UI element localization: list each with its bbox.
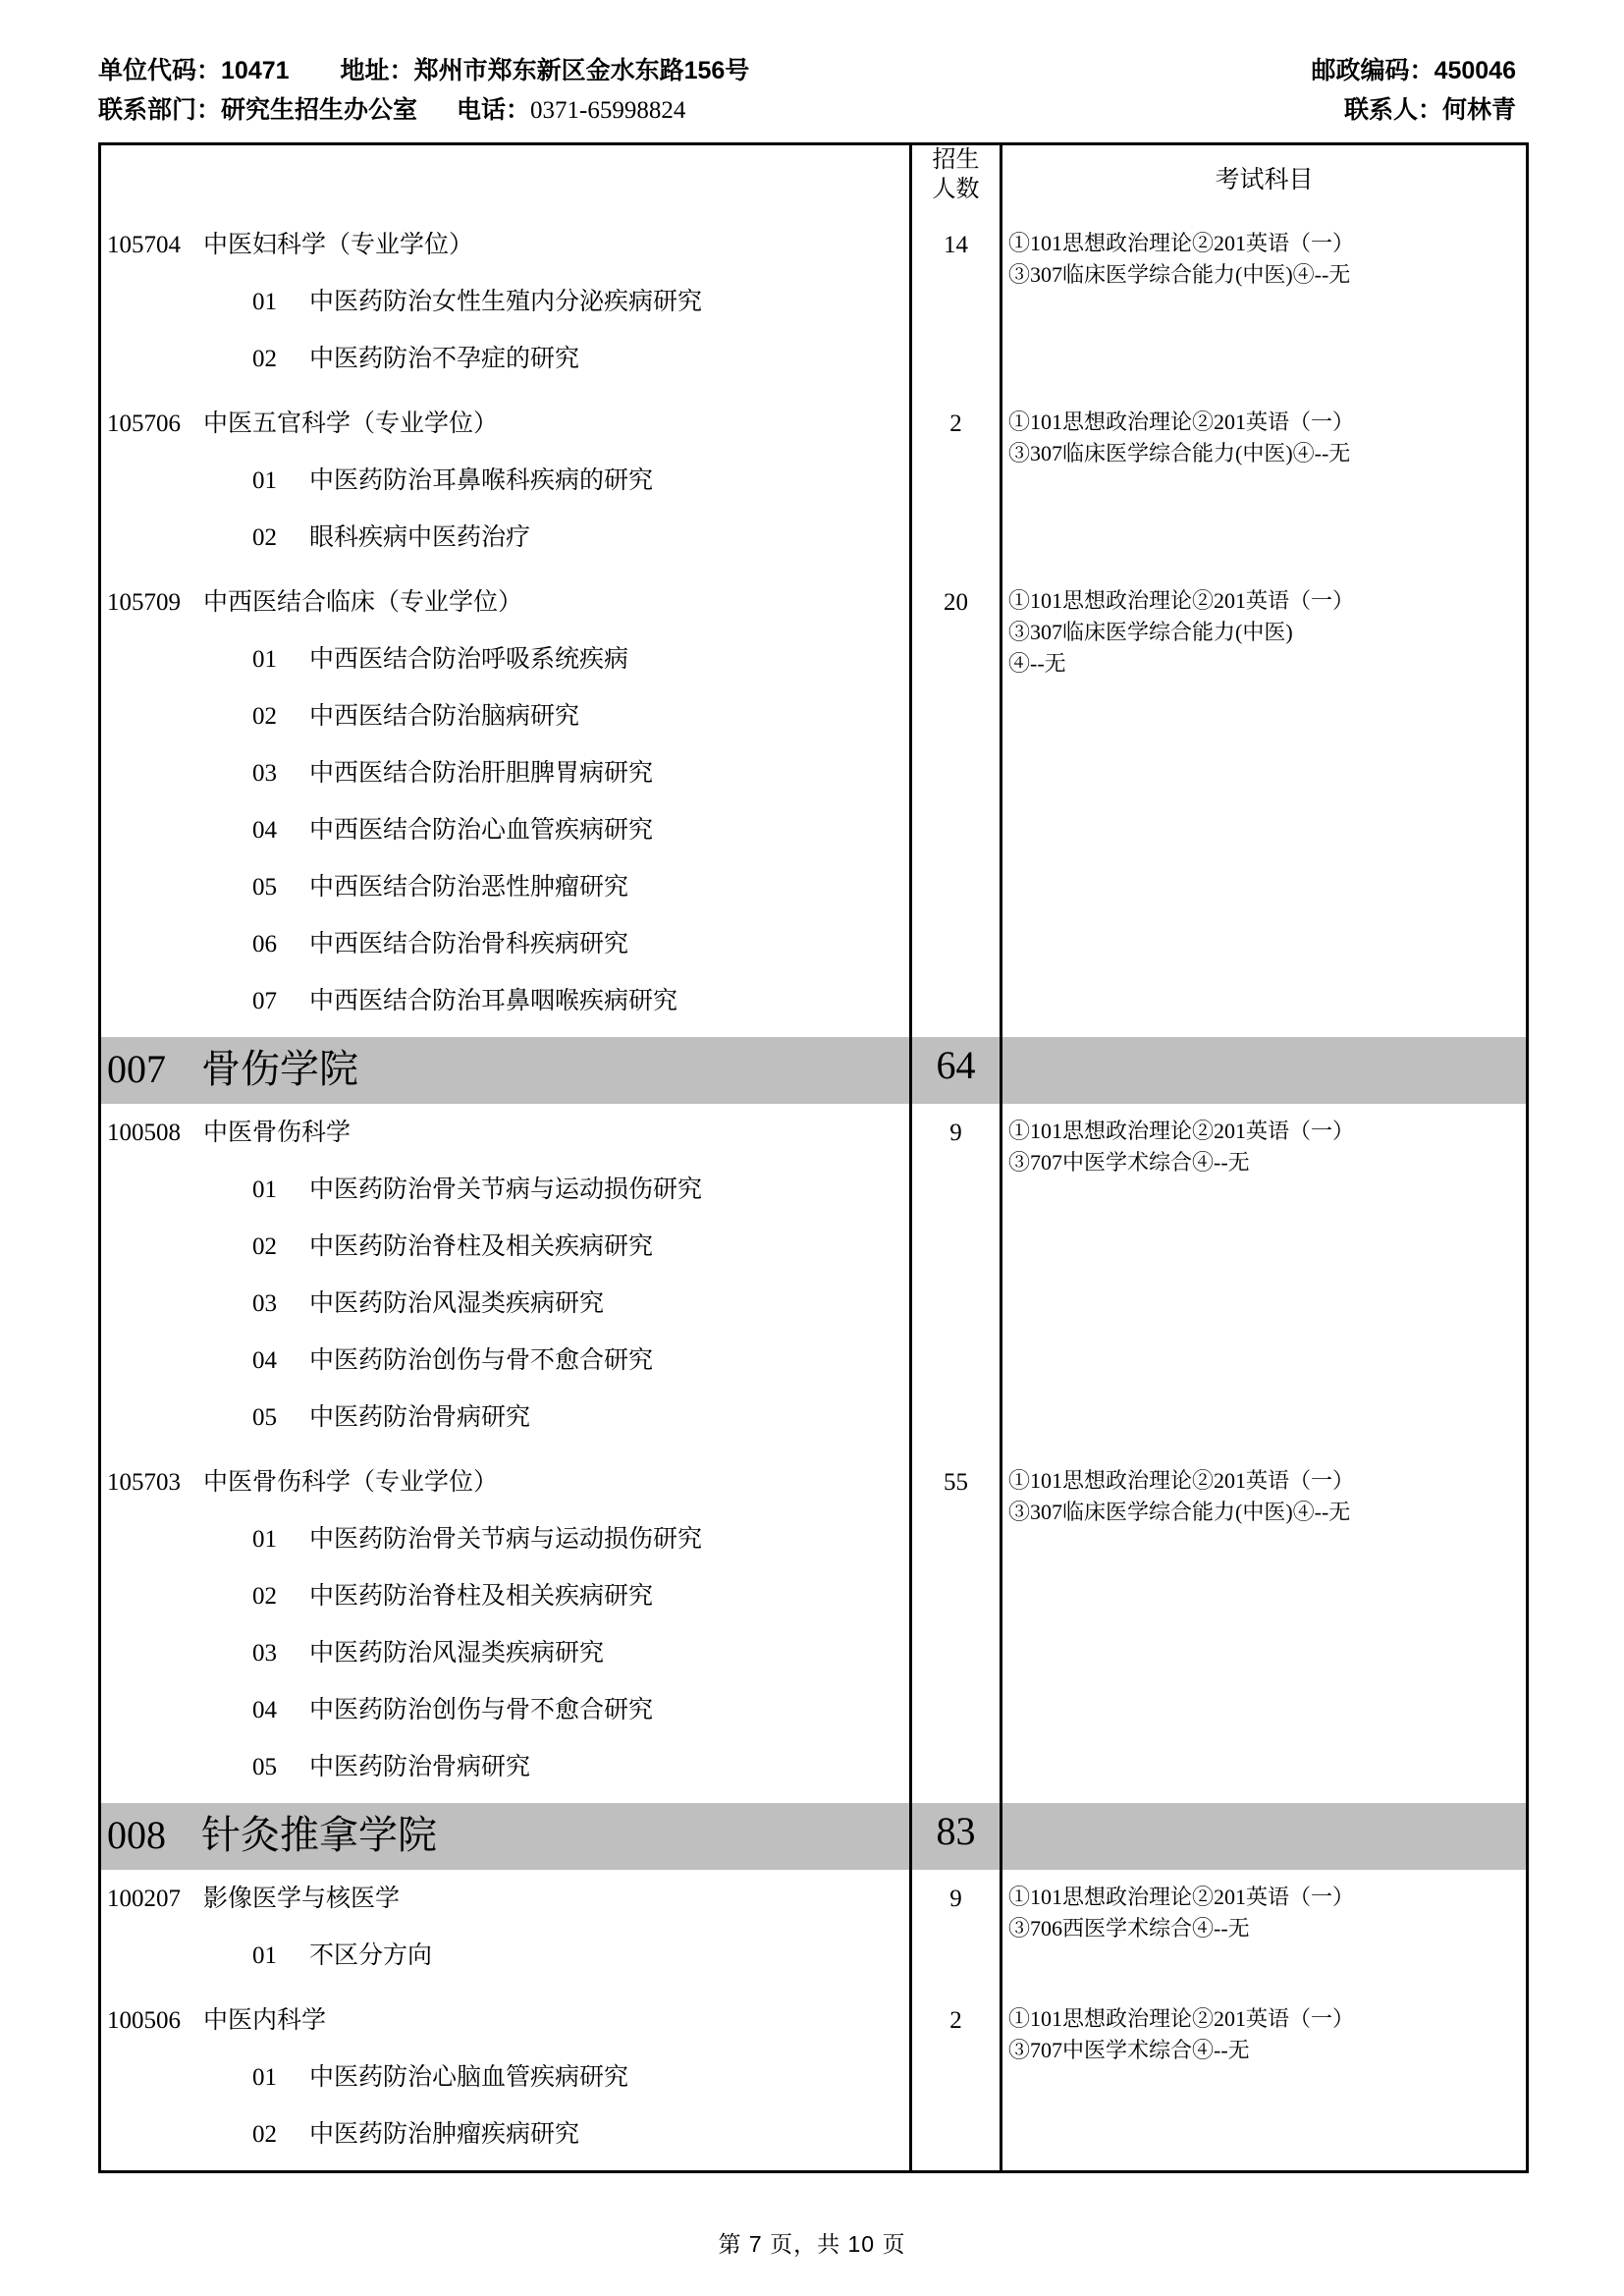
major-title — [107, 226, 903, 265]
college-section-row — [100, 1037, 1528, 1104]
direction-number: 07 — [252, 988, 277, 1014]
direction-number: 01 — [252, 1942, 277, 1969]
exam-subjects — [1002, 1870, 1526, 1954]
direction-title: 中西医结合防治肝胆脾胃病研究 — [309, 760, 654, 787]
major-title — [107, 1880, 903, 1919]
major-cell — [100, 1104, 911, 1453]
research-direction — [107, 1559, 903, 1616]
direction-title: 中西医结合防治脑病研究 — [309, 703, 580, 730]
exam-subject-line: ①101思想政治理论②201英语（一） — [1008, 2006, 1355, 2031]
exam-subjects — [1002, 216, 1526, 301]
research-direction — [107, 1267, 903, 1324]
table-header-row — [100, 144, 1528, 217]
col-header-count — [911, 144, 1001, 217]
direction-title: 中医药防治肿瘤疾病研究 — [309, 2121, 580, 2148]
major-title — [107, 1463, 903, 1503]
research-direction — [107, 1381, 903, 1438]
department-group — [98, 90, 417, 130]
address-value: 郑州市郑东新区金水东路156号 — [413, 57, 750, 84]
major-code: 105703 — [107, 1469, 181, 1496]
major-row — [100, 1870, 1528, 1992]
research-direction — [107, 1324, 903, 1381]
college-exam-cell — [1001, 1803, 1528, 1870]
enrollment-count: 9 — [949, 1886, 962, 1912]
direction-number: 02 — [252, 346, 277, 372]
phone-group — [457, 90, 685, 131]
major-name: 影像医学与核医学 — [203, 1886, 401, 1912]
research-direction — [107, 964, 903, 1021]
research-direction — [107, 793, 903, 850]
research-direction — [107, 1673, 903, 1730]
direction-number: 04 — [252, 817, 277, 844]
count-cell-wrap — [911, 574, 1001, 1037]
exam-subject-line: ①101思想政治理论②201英语（一） — [1008, 1885, 1355, 1909]
exam-subject-line: ③307临床医学综合能力(中医) — [1008, 620, 1293, 644]
exam-subject-line: ③706西医学术综合④--无 — [1008, 1916, 1250, 1941]
direction-number: 04 — [252, 1697, 277, 1723]
enrollment-count: 55 — [944, 1469, 968, 1496]
college-name-cell — [100, 1803, 911, 1870]
col-header-count-line1: 招生 — [932, 147, 980, 173]
major-name: 中医骨伤科学 — [203, 1120, 352, 1146]
college-name-cell — [100, 1037, 911, 1104]
college-name: 针灸推拿学院 — [201, 1813, 437, 1857]
exam-cell-wrap — [1001, 1104, 1528, 1453]
college-code: 007 — [107, 1047, 166, 1091]
direction-number: 02 — [252, 703, 277, 730]
major-cell — [100, 1870, 911, 1992]
direction-number: 03 — [252, 1640, 277, 1667]
phone-value: 0371-65998824 — [530, 97, 686, 124]
direction-title: 中医药防治耳鼻喉科疾病的研究 — [309, 467, 654, 494]
contact-label: 联系人： — [1343, 96, 1442, 124]
table-body — [100, 216, 1528, 2172]
direction-title: 不区分方向 — [309, 1942, 433, 1969]
direction-number: 05 — [252, 1404, 277, 1431]
research-direction — [107, 1210, 903, 1267]
address-group — [341, 51, 750, 90]
major-code: 100508 — [107, 1120, 181, 1146]
major-cell — [100, 395, 911, 574]
count-cell-wrap — [911, 216, 1001, 395]
direction-title: 中医药防治不孕症的研究 — [309, 346, 580, 372]
college-exam-cell — [1001, 1037, 1528, 1104]
direction-title: 中医药防治骨关节病与运动损伤研究 — [309, 1526, 703, 1553]
col-header-exam: 考试科目 — [1001, 144, 1528, 217]
research-direction — [107, 444, 903, 501]
direction-title: 中医药防治骨病研究 — [309, 1404, 531, 1431]
exam-subject-line: ③707中医学术综合④--无 — [1008, 2038, 1250, 2062]
major-row — [100, 1992, 1528, 2172]
direction-number: 01 — [252, 2064, 277, 2091]
exam-subject-line: ④--无 — [1008, 651, 1066, 676]
department-value: 研究生招生办公室 — [221, 96, 418, 124]
exam-subject-line: ①101思想政治理论②201英语（一） — [1008, 1119, 1355, 1143]
major-cell — [100, 216, 911, 395]
header-line-2 — [98, 90, 1526, 131]
major-code: 105709 — [107, 589, 181, 616]
research-direction — [107, 1503, 903, 1559]
exam-subjects — [1002, 1453, 1526, 1538]
enrollment-count: 20 — [944, 589, 968, 616]
research-direction — [107, 2041, 903, 2098]
enrollment-count: 2 — [949, 410, 962, 437]
exam-subject-line: ①101思想政治理论②201英语（一） — [1008, 588, 1355, 613]
research-direction — [107, 623, 903, 680]
direction-number: 04 — [252, 1347, 277, 1374]
research-direction — [107, 1616, 903, 1673]
exam-subject-line: ③307临床医学综合能力(中医)④--无 — [1008, 262, 1351, 287]
direction-title: 眼科疾病中医药治疗 — [309, 524, 531, 551]
college-count: 83 — [911, 1803, 1001, 1870]
research-direction — [107, 907, 903, 964]
major-title — [107, 2001, 903, 2041]
direction-title: 中医药防治骨病研究 — [309, 1754, 531, 1780]
direction-title: 中医药防治风湿类疾病研究 — [309, 1290, 605, 1317]
direction-number: 01 — [252, 289, 277, 315]
direction-title: 中医药防治风湿类疾病研究 — [309, 1640, 605, 1667]
col-header-count-line2: 人数 — [932, 177, 980, 202]
admissions-table — [98, 142, 1529, 2173]
count-cell-wrap — [911, 1453, 1001, 1803]
department-label: 联系部门： — [98, 96, 222, 124]
exam-subject-line: ③307临床医学综合能力(中医)④--无 — [1008, 1500, 1351, 1524]
header-line-1 — [98, 51, 1526, 90]
direction-number: 03 — [252, 760, 277, 787]
exam-subject-line: ①101思想政治理论②201英语（一） — [1008, 410, 1355, 434]
direction-title: 中西医结合防治心血管疾病研究 — [309, 817, 654, 844]
major-row — [100, 1104, 1528, 1453]
exam-cell-wrap — [1001, 216, 1528, 395]
postcode-label: 邮政编码： — [1311, 57, 1435, 84]
unit-code-value: 10471 — [221, 57, 290, 84]
col-header-major — [100, 144, 911, 217]
direction-title: 中西医结合防治呼吸系统疾病 — [309, 646, 629, 673]
major-title — [107, 1114, 903, 1153]
direction-number: 05 — [252, 1754, 277, 1780]
research-direction — [107, 680, 903, 737]
research-direction — [107, 1153, 903, 1210]
direction-number: 03 — [252, 1290, 277, 1317]
direction-number: 01 — [252, 1176, 277, 1203]
direction-number: 01 — [252, 467, 277, 494]
page-footer — [0, 2226, 1624, 2259]
exam-subjects — [1002, 1104, 1526, 1188]
college-code: 008 — [107, 1813, 166, 1857]
direction-title: 中医药防治脊柱及相关疾病研究 — [309, 1583, 654, 1610]
direction-title: 中医药防治创伤与骨不愈合研究 — [309, 1697, 654, 1723]
research-direction — [107, 501, 903, 558]
direction-title: 中医药防治脊柱及相关疾病研究 — [309, 1233, 654, 1260]
count-cell-wrap — [911, 1104, 1001, 1453]
research-direction — [107, 1919, 903, 1976]
research-direction — [107, 737, 903, 793]
direction-number: 06 — [252, 931, 277, 957]
count-cell-wrap — [911, 395, 1001, 574]
major-row — [100, 395, 1528, 574]
enrollment-count: 14 — [944, 232, 968, 258]
major-name: 中医骨伤科学（专业学位） — [203, 1469, 499, 1496]
direction-number: 02 — [252, 1583, 277, 1610]
exam-subject-line: ①101思想政治理论②201英语（一） — [1008, 231, 1355, 255]
direction-title: 中西医结合防治耳鼻咽喉疾病研究 — [309, 988, 678, 1014]
major-title — [107, 583, 903, 623]
exam-cell-wrap — [1001, 1453, 1528, 1803]
exam-subjects — [1002, 1992, 1526, 2076]
major-row — [100, 1453, 1528, 1803]
exam-cell-wrap — [1001, 574, 1528, 1037]
college-name: 骨伤学院 — [201, 1047, 358, 1091]
major-code: 105706 — [107, 410, 181, 437]
major-cell — [100, 1992, 911, 2172]
enrollment-count: 2 — [949, 2007, 962, 2034]
exam-subjects — [1002, 395, 1526, 479]
major-name: 中医妇科学（专业学位） — [203, 232, 474, 258]
research-direction — [107, 265, 903, 322]
major-code: 105704 — [107, 232, 181, 258]
exam-cell-wrap — [1001, 395, 1528, 574]
unit-code-group — [98, 51, 290, 90]
count-cell-wrap — [911, 1870, 1001, 1992]
count-cell-wrap — [911, 1992, 1001, 2172]
contact-value: 何林青 — [1441, 97, 1516, 124]
exam-subject-line: ③707中医学术综合④--无 — [1008, 1150, 1250, 1175]
exam-subjects — [1002, 574, 1526, 689]
direction-number: 02 — [252, 2121, 277, 2148]
enrollment-count: 9 — [949, 1120, 962, 1146]
major-row — [100, 574, 1528, 1037]
major-cell — [100, 1453, 911, 1803]
major-name: 中医五官科学（专业学位） — [203, 410, 499, 437]
direction-number: 01 — [252, 1526, 277, 1553]
direction-number: 05 — [252, 874, 277, 901]
major-cell — [100, 574, 911, 1037]
table-head — [100, 144, 1528, 217]
major-name: 中医内科学 — [203, 2007, 327, 2034]
direction-number: 02 — [252, 1233, 277, 1260]
contact-group — [1344, 90, 1526, 131]
major-code: 100506 — [107, 2007, 181, 2034]
major-name: 中西医结合临床（专业学位） — [203, 589, 523, 616]
direction-title: 中医药防治骨关节病与运动损伤研究 — [309, 1176, 703, 1203]
direction-title: 中医药防治创伤与骨不愈合研究 — [309, 1347, 654, 1374]
exam-cell-wrap — [1001, 1992, 1528, 2172]
postcode-value: 450046 — [1434, 57, 1516, 84]
direction-number: 01 — [252, 646, 277, 673]
unit-code-label: 单位代码： — [98, 57, 222, 84]
major-code: 100207 — [107, 1886, 181, 1912]
exam-subject-line: ①101思想政治理论②201英语（一） — [1008, 1468, 1355, 1493]
research-direction — [107, 1730, 903, 1787]
major-row — [100, 216, 1528, 395]
direction-title: 中医药防治女性生殖内分泌疾病研究 — [309, 289, 703, 315]
research-direction — [107, 322, 903, 379]
college-count: 64 — [911, 1037, 1001, 1104]
research-direction — [107, 2098, 903, 2155]
postcode-group — [1312, 51, 1526, 90]
address-label: 地址： — [340, 57, 414, 84]
direction-title: 中医药防治心脑血管疾病研究 — [309, 2064, 629, 2091]
major-title — [107, 405, 903, 444]
direction-title: 中西医结合防治恶性肿瘤研究 — [309, 874, 629, 901]
document-header — [98, 51, 1526, 131]
phone-label: 电话： — [457, 96, 531, 124]
direction-number: 02 — [252, 524, 277, 551]
page-number-text: 第 7 页，共 10 页 — [718, 2231, 906, 2257]
exam-cell-wrap — [1001, 1870, 1528, 1992]
direction-title: 中西医结合防治骨科疾病研究 — [309, 931, 629, 957]
exam-subject-line: ③307临床医学综合能力(中医)④--无 — [1008, 441, 1351, 465]
research-direction — [107, 850, 903, 907]
college-section-row — [100, 1803, 1528, 1870]
